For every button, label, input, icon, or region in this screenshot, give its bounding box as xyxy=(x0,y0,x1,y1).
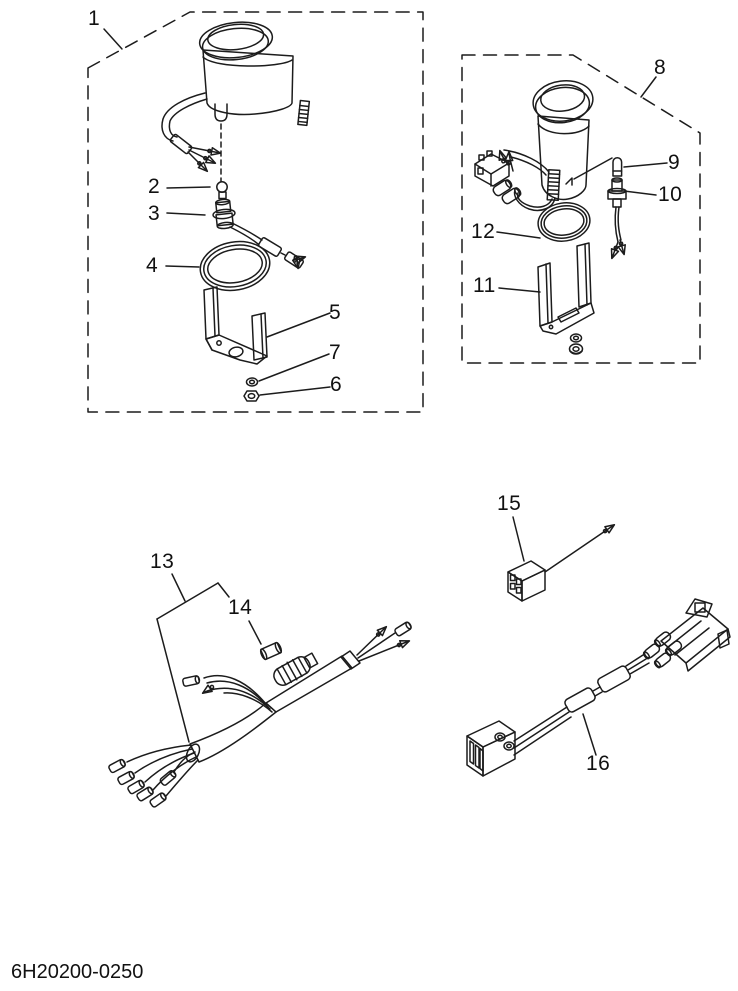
part-16-adapter-harness xyxy=(467,599,730,776)
callout-7: 7 xyxy=(329,341,342,364)
callout-9: 9 xyxy=(668,151,681,174)
part-6-nut xyxy=(244,391,259,401)
callout-8: 8 xyxy=(654,56,667,79)
callout-leader-lines xyxy=(104,29,667,755)
callout-14: 14 xyxy=(228,596,253,619)
part-14-ferrule xyxy=(259,642,282,660)
callout-5: 5 xyxy=(329,301,342,324)
callout-10: 10 xyxy=(658,183,683,206)
callout-1: 1 xyxy=(88,7,101,30)
callout-11: 11 xyxy=(473,274,496,297)
part-9-bulb xyxy=(613,158,622,176)
part-8-group-box xyxy=(462,55,700,363)
part-7-washer xyxy=(247,378,258,386)
callout-4: 4 xyxy=(146,254,159,277)
speedometer-gauge xyxy=(475,77,612,210)
tachometer-gauge xyxy=(162,19,309,181)
callout-3: 3 xyxy=(148,202,161,225)
part-3-bulb-socket xyxy=(212,198,305,268)
callout-6: 6 xyxy=(330,373,343,396)
part-5-mounting-bracket xyxy=(204,287,267,364)
callout-16: 16 xyxy=(586,752,611,775)
callout-2: 2 xyxy=(148,175,161,198)
callout-13: 13 xyxy=(150,550,175,573)
part-1-group-box xyxy=(88,12,423,412)
part-11-mounting-bracket xyxy=(538,243,594,354)
part-2-bulb xyxy=(217,182,227,199)
part-15-coupler xyxy=(508,525,614,601)
part-13-wire-harness xyxy=(108,621,412,808)
part-4-trim-ring xyxy=(196,236,273,295)
diagram-code: 6H20200-0250 xyxy=(11,961,144,983)
callout-15: 15 xyxy=(497,492,522,515)
callout-12: 12 xyxy=(471,220,496,243)
part-10-bulb-socket xyxy=(608,178,626,258)
